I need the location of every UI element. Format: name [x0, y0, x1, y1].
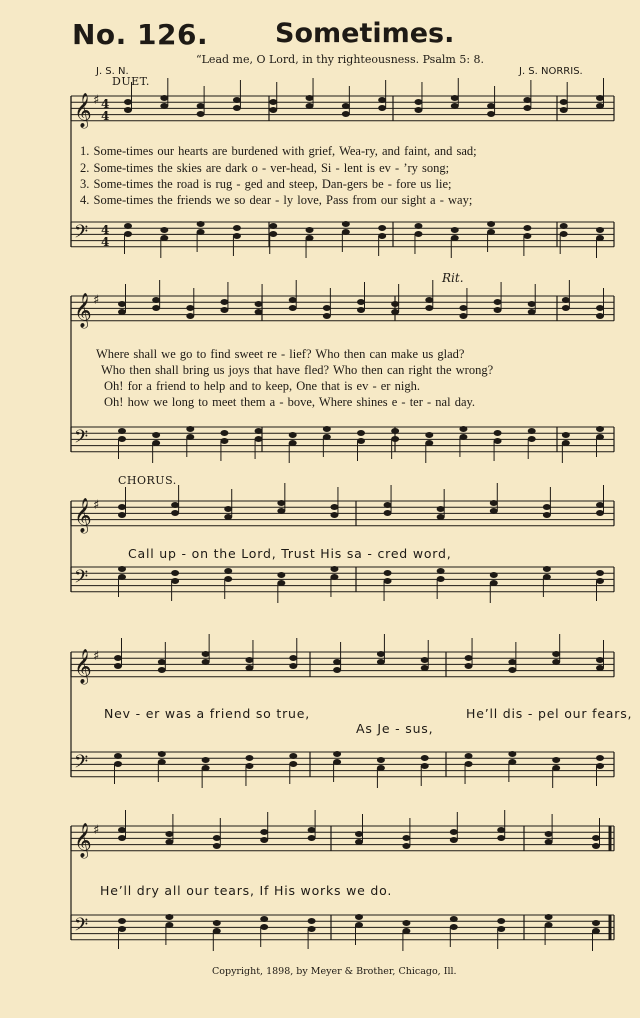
- note-head: [277, 500, 285, 506]
- note-head: [425, 432, 433, 438]
- note-head: [171, 570, 179, 576]
- note-head: [213, 920, 221, 926]
- note-head: [545, 839, 553, 845]
- note-head: [391, 301, 399, 307]
- note-head: [308, 918, 316, 924]
- bass-clef-icon: 𝄢: [74, 222, 89, 247]
- note-head: [197, 103, 205, 109]
- note-head: [552, 757, 560, 763]
- note-head: [114, 753, 122, 759]
- note-head: [224, 514, 232, 520]
- note-head: [233, 233, 241, 239]
- note-head: [213, 835, 221, 841]
- note-head: [202, 651, 210, 657]
- note-head: [487, 111, 495, 117]
- note-head: [152, 297, 160, 303]
- note-head: [596, 235, 604, 241]
- note-head: [165, 914, 173, 920]
- note-head: [425, 440, 433, 446]
- note-head: [437, 506, 445, 512]
- note-head: [152, 432, 160, 438]
- note-head: [465, 753, 473, 759]
- note-head: [451, 227, 459, 233]
- treble-clef-icon: 𝄞: [74, 649, 92, 684]
- note-head: [402, 920, 410, 926]
- verse-1-line-a: 1. Some-times our hearts are burdened with grief, Wea-ry, and faint, and sad;: [80, 144, 477, 158]
- note-head: [545, 914, 553, 920]
- verse-2-line-b: Who then shall bring us joys that have fled? Who then can right the wrong?: [101, 363, 494, 377]
- note-head: [158, 667, 166, 673]
- note-head: [202, 765, 210, 771]
- treble-clef-icon: 𝄞: [74, 498, 92, 533]
- key-signature-sharp-icon: ♯: [93, 649, 100, 664]
- note-head: [490, 500, 498, 506]
- note-head: [528, 309, 536, 315]
- verse-1-line-b: Where shall we go to find sweet re - lief? Who then can make us glad?: [96, 347, 465, 361]
- ritardando-marking: Rit.: [442, 271, 464, 285]
- note-head: [289, 440, 297, 446]
- note-head: [378, 105, 386, 111]
- note-head: [562, 297, 570, 303]
- note-head: [596, 570, 604, 576]
- note-head: [497, 926, 505, 932]
- note-head: [508, 759, 516, 765]
- composer-name: J. S. NORRIS.: [519, 66, 583, 77]
- note-head: [414, 107, 422, 113]
- note-head: [213, 843, 221, 849]
- note-head: [497, 835, 505, 841]
- note-head: [118, 436, 126, 442]
- note-head: [224, 506, 232, 512]
- note-head: [592, 928, 600, 934]
- note-head: [269, 107, 277, 113]
- note-head: [451, 95, 459, 101]
- note-head: [330, 566, 338, 572]
- note-head: [494, 430, 502, 436]
- treble-clef-icon: 𝄞: [74, 93, 92, 128]
- note-head: [384, 578, 392, 584]
- note-head: [306, 95, 314, 101]
- note-head: [560, 99, 568, 105]
- note-head: [186, 313, 194, 319]
- note-head: [357, 299, 365, 305]
- note-head: [487, 103, 495, 109]
- note-head: [220, 438, 228, 444]
- note-head: [152, 440, 160, 446]
- note-head: [552, 659, 560, 665]
- note-head: [118, 918, 126, 924]
- note-head: [323, 305, 331, 311]
- note-head: [245, 657, 253, 663]
- note-head: [596, 665, 604, 671]
- note-head: [459, 313, 467, 319]
- note-head: [523, 105, 531, 111]
- note-head: [255, 309, 263, 315]
- note-head: [414, 99, 422, 105]
- lyricist-initials: J. S. N.: [96, 66, 129, 77]
- note-head: [560, 107, 568, 113]
- note-head: [421, 665, 429, 671]
- note-head: [118, 309, 126, 315]
- note-head: [255, 436, 263, 442]
- note-head: [333, 751, 341, 757]
- note-head: [377, 651, 385, 657]
- note-head: [596, 763, 604, 769]
- note-head: [377, 765, 385, 771]
- verse-2-line-a: 2. Some-times the skies are dark o - ver-head, Si - lent is ev - ’ry song;: [80, 161, 450, 175]
- duet-marking: DUET.: [112, 75, 150, 88]
- note-head: [357, 307, 365, 313]
- note-head: [450, 837, 458, 843]
- note-head: [508, 659, 516, 665]
- note-head: [308, 926, 316, 932]
- note-head: [118, 835, 126, 841]
- time-signature-top: 4: [101, 97, 110, 111]
- note-head: [450, 924, 458, 930]
- note-head: [224, 576, 232, 582]
- note-head: [543, 512, 551, 518]
- note-head: [118, 512, 126, 518]
- note-head: [596, 502, 604, 508]
- note-head: [160, 95, 168, 101]
- note-head: [523, 97, 531, 103]
- note-head: [158, 659, 166, 665]
- note-head: [490, 508, 498, 514]
- note-head: [459, 434, 467, 440]
- note-head: [490, 572, 498, 578]
- note-head: [437, 576, 445, 582]
- note-head: [391, 428, 399, 434]
- note-head: [289, 432, 297, 438]
- note-head: [255, 301, 263, 307]
- note-head: [402, 928, 410, 934]
- note-head: [451, 235, 459, 241]
- note-head: [233, 97, 241, 103]
- note-head: [357, 438, 365, 444]
- note-head: [308, 835, 316, 841]
- note-head: [355, 831, 363, 837]
- note-head: [523, 233, 531, 239]
- note-head: [330, 574, 338, 580]
- note-head: [450, 916, 458, 922]
- note-head: [114, 761, 122, 767]
- time-signature-top: 4: [101, 223, 110, 237]
- note-head: [402, 835, 410, 841]
- note-head: [421, 755, 429, 761]
- note-head: [289, 297, 297, 303]
- note-head: [384, 502, 392, 508]
- note-head: [497, 918, 505, 924]
- note-head: [333, 667, 341, 673]
- note-head: [450, 829, 458, 835]
- note-head: [421, 657, 429, 663]
- note-head: [277, 508, 285, 514]
- note-head: [592, 835, 600, 841]
- note-head: [465, 655, 473, 661]
- note-head: [269, 231, 277, 237]
- note-head: [378, 97, 386, 103]
- hymn-number: No. 126.: [72, 18, 209, 51]
- note-head: [118, 504, 126, 510]
- verse-3-line-b: Oh! for a friend to help and to keep, One that is ev - er nigh.: [104, 379, 420, 393]
- note-head: [277, 572, 285, 578]
- note-head: [596, 227, 604, 233]
- key-signature-sharp-icon: ♯: [93, 498, 100, 513]
- note-head: [118, 566, 126, 572]
- note-head: [465, 761, 473, 767]
- note-head: [543, 504, 551, 510]
- note-head: [391, 436, 399, 442]
- note-head: [552, 651, 560, 657]
- note-head: [384, 570, 392, 576]
- note-head: [118, 827, 126, 833]
- note-head: [224, 568, 232, 574]
- note-head: [289, 655, 297, 661]
- note-head: [289, 753, 297, 759]
- note-head: [306, 227, 314, 233]
- note-head: [596, 657, 604, 663]
- note-head: [118, 574, 126, 580]
- note-head: [289, 761, 297, 767]
- note-head: [487, 221, 495, 227]
- note-head: [124, 223, 132, 229]
- note-head: [560, 231, 568, 237]
- note-head: [355, 839, 363, 845]
- note-head: [323, 313, 331, 319]
- note-head: [384, 510, 392, 516]
- note-head: [451, 103, 459, 109]
- note-head: [220, 307, 228, 313]
- note-head: [425, 297, 433, 303]
- note-head: [465, 663, 473, 669]
- note-head: [114, 655, 122, 661]
- note-head: [523, 225, 531, 231]
- note-head: [330, 512, 338, 518]
- note-head: [333, 659, 341, 665]
- note-head: [197, 111, 205, 117]
- note-head: [323, 434, 331, 440]
- note-head: [391, 309, 399, 315]
- note-head: [342, 221, 350, 227]
- note-head: [160, 235, 168, 241]
- note-head: [260, 829, 268, 835]
- note-head: [490, 580, 498, 586]
- note-head: [459, 426, 467, 432]
- note-head: [508, 667, 516, 673]
- note-head: [494, 299, 502, 305]
- note-head: [289, 305, 297, 311]
- note-head: [487, 229, 495, 235]
- note-head: [508, 751, 516, 757]
- note-head: [596, 434, 604, 440]
- note-head: [545, 922, 553, 928]
- time-signature-bottom: 4: [101, 109, 110, 123]
- note-head: [342, 103, 350, 109]
- note-head: [355, 914, 363, 920]
- note-head: [306, 235, 314, 241]
- note-head: [402, 843, 410, 849]
- note-head: [260, 837, 268, 843]
- note-head: [124, 99, 132, 105]
- note-head: [437, 514, 445, 520]
- note-head: [378, 233, 386, 239]
- note-head: [255, 428, 263, 434]
- note-head: [494, 307, 502, 313]
- note-head: [543, 574, 551, 580]
- note-head: [160, 103, 168, 109]
- note-head: [269, 223, 277, 229]
- bass-clef-icon: 𝄢: [74, 752, 89, 777]
- note-head: [357, 430, 365, 436]
- note-head: [277, 580, 285, 586]
- note-head: [213, 928, 221, 934]
- treble-clef-icon: 𝄞: [74, 293, 92, 328]
- note-head: [437, 568, 445, 574]
- note-head: [425, 305, 433, 311]
- note-head: [596, 95, 604, 101]
- note-head: [233, 105, 241, 111]
- note-head: [421, 763, 429, 769]
- note-head: [596, 578, 604, 584]
- note-head: [269, 99, 277, 105]
- note-head: [118, 926, 126, 932]
- note-head: [260, 916, 268, 922]
- note-head: [414, 231, 422, 237]
- note-head: [552, 765, 560, 771]
- note-head: [459, 305, 467, 311]
- note-head: [233, 225, 241, 231]
- hymn-title: Sometimes.: [275, 18, 455, 49]
- note-head: [528, 301, 536, 307]
- note-head: [377, 659, 385, 665]
- note-head: [596, 305, 604, 311]
- note-head: [592, 920, 600, 926]
- note-head: [528, 436, 536, 442]
- copyright-notice: Copyright, 1898, by Meyer & Brother, Chicago, Ill.: [212, 966, 457, 977]
- note-head: [202, 757, 210, 763]
- note-head: [414, 223, 422, 229]
- note-head: [306, 103, 314, 109]
- note-head: [545, 831, 553, 837]
- note-head: [114, 663, 122, 669]
- scripture-epigraph: “Lead me, O Lord, in thy righteousness. Psalm 5: 8.: [196, 53, 485, 66]
- note-head: [171, 502, 179, 508]
- verse-4-line-b: Oh! how we long to meet them a - bove, Where shines e - ter - nal day.: [104, 395, 476, 409]
- note-head: [245, 755, 253, 761]
- chorus-lyric-line-2b: He’ll dis - pel our fears,: [466, 706, 633, 721]
- note-head: [220, 430, 228, 436]
- note-head: [323, 426, 331, 432]
- note-head: [497, 827, 505, 833]
- note-head: [202, 659, 210, 665]
- chorus-lyric-line-3: He’ll dry all our tears, If His works we do.: [100, 883, 393, 898]
- note-head: [124, 231, 132, 237]
- note-head: [333, 759, 341, 765]
- note-head: [186, 434, 194, 440]
- note-head: [596, 313, 604, 319]
- note-head: [592, 843, 600, 849]
- note-head: [596, 755, 604, 761]
- note-head: [377, 757, 385, 763]
- chorus-lyric-line-1: Call up - on the Lord, Trust His sa - cred word,: [128, 546, 452, 561]
- note-head: [165, 839, 173, 845]
- bass-clef-icon: 𝄢: [74, 915, 89, 940]
- note-head: [186, 426, 194, 432]
- note-head: [124, 107, 132, 113]
- chorus-lyric-line-2a: Nev - er was a friend so true,: [104, 706, 310, 721]
- note-head: [562, 305, 570, 311]
- note-head: [152, 305, 160, 311]
- bass-clef-icon: 𝄢: [74, 427, 89, 452]
- note-head: [158, 751, 166, 757]
- note-head: [378, 225, 386, 231]
- chorus-marking: CHORUS.: [118, 474, 177, 487]
- verse-3-line-a: 3. Some-times the road is rug - ged and steep, Dan-gers be - fore us lie;: [80, 177, 452, 191]
- note-head: [197, 229, 205, 235]
- chorus-lyric-line-2c: As Je - sus,: [356, 721, 434, 736]
- note-head: [355, 922, 363, 928]
- note-head: [245, 763, 253, 769]
- note-head: [543, 566, 551, 572]
- note-head: [186, 305, 194, 311]
- note-head: [494, 438, 502, 444]
- note-head: [528, 428, 536, 434]
- note-head: [596, 103, 604, 109]
- note-head: [562, 440, 570, 446]
- note-head: [342, 229, 350, 235]
- key-signature-sharp-icon: ♯: [93, 293, 100, 308]
- time-signature-bottom: 4: [101, 235, 110, 249]
- bass-clef-icon: 𝄢: [74, 567, 89, 592]
- note-head: [220, 299, 228, 305]
- note-head: [165, 922, 173, 928]
- note-head: [560, 223, 568, 229]
- note-head: [118, 301, 126, 307]
- note-head: [562, 432, 570, 438]
- note-head: [289, 663, 297, 669]
- note-head: [596, 426, 604, 432]
- key-signature-sharp-icon: ♯: [93, 93, 100, 108]
- note-head: [171, 510, 179, 516]
- note-head: [171, 578, 179, 584]
- verse-4-line-a: 4. Some-times the friends we so dear - ly love, Pass from our sight a - way;: [80, 193, 473, 207]
- note-head: [308, 827, 316, 833]
- note-head: [342, 111, 350, 117]
- note-head: [118, 428, 126, 434]
- note-head: [245, 665, 253, 671]
- note-head: [260, 924, 268, 930]
- note-head: [596, 510, 604, 516]
- key-signature-sharp-icon: ♯: [93, 823, 100, 838]
- note-head: [158, 759, 166, 765]
- treble-clef-icon: 𝄞: [74, 823, 92, 858]
- note-head: [165, 831, 173, 837]
- note-head: [197, 221, 205, 227]
- note-head: [330, 504, 338, 510]
- note-head: [160, 227, 168, 233]
